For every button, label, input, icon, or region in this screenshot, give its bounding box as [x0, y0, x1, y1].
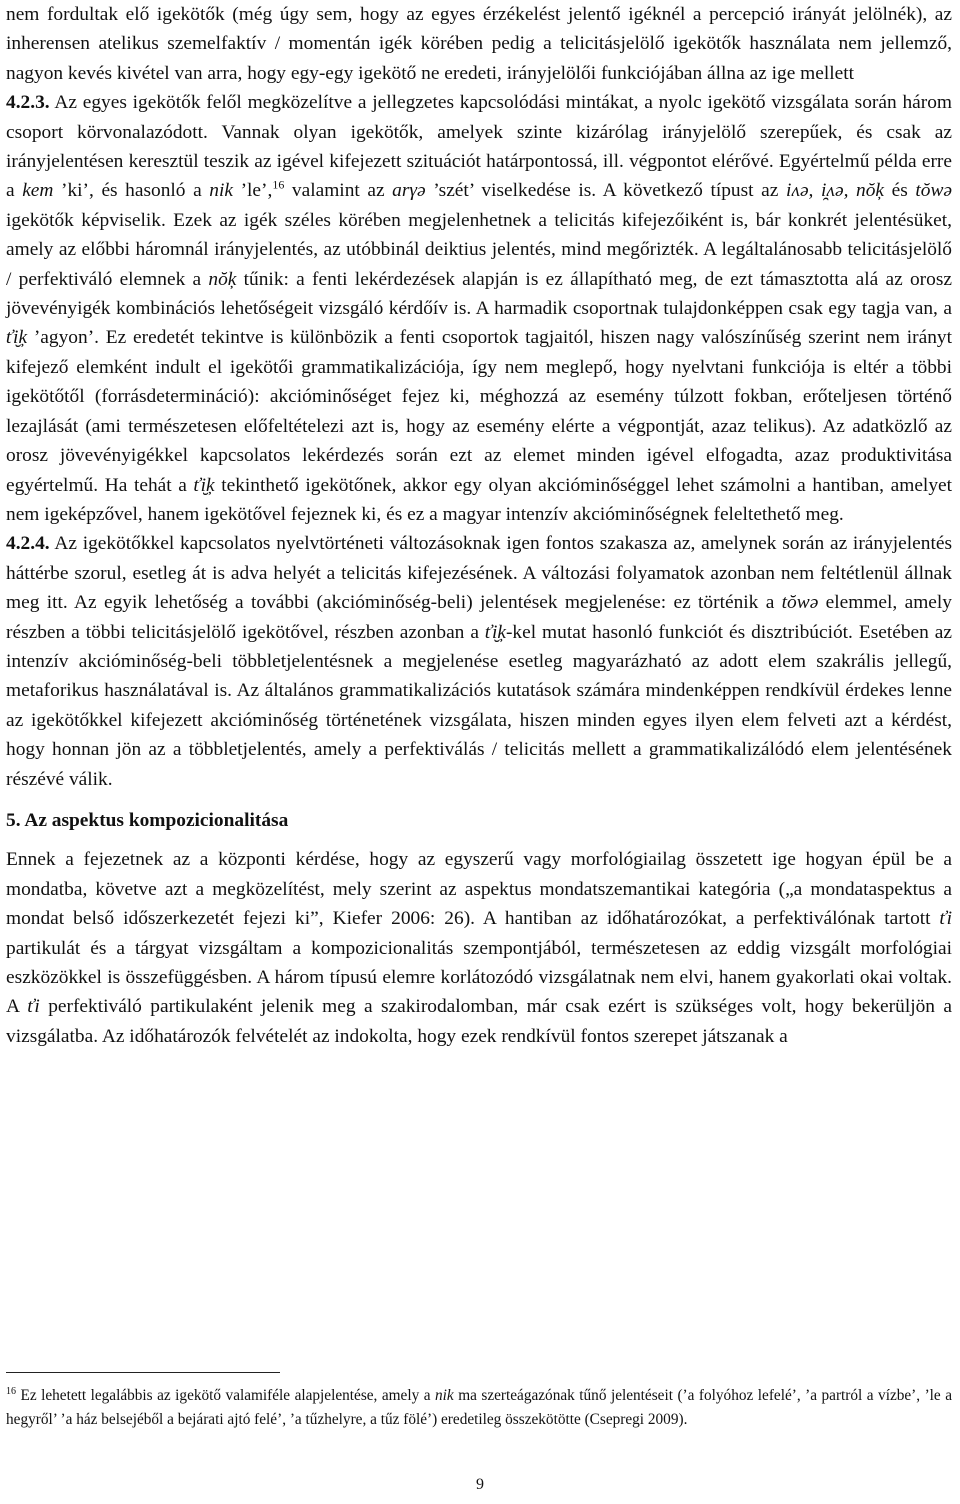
spacer	[6, 835, 952, 845]
hanti-word: kem	[22, 180, 54, 202]
hanti-word: iʌə, i̯ʌə, nŏķ	[785, 180, 885, 202]
paragraph-continuation: nem fordultak elő igekötők (még úgy sem, hogy az egyes érzékelést jelentő igéknél a percepció irányát jelölnék), az inherensen atelikus szemelfaktív / momentán igék körében pedig a telicitásjelölő igekötők használata nem jellemző, nagyon kevés kivétel van arra, hogy egy-egy igekötő ne eredeti, irányjelölői funkciójában állna az ige mellett	[6, 4, 952, 84]
hanti-word: tŏwə	[781, 592, 819, 614]
hanti-word: ťi̮ķ	[484, 621, 506, 643]
page-number: 9	[476, 1476, 484, 1493]
paragraph-4-2-3: 4.2.3. Az egyes igekötők felől megközelítve a jellegzetes kapcsolódási mintákat, a nyolc igekötő vizsgálata során három csoport körvonalazódott. Vannak olyan igekötők, amelyek szinte kizárólag irányjelölő szerepűek, és csak az irányjelentésen keresztül teszik az igével kifejezett szituációt határpontossá, ill. végpontot elérővé. Egyértelmű példa erre a kem ’ki’, és hasonló a nik ’le’,$^{16}$ valamint az arγə ’szét’ viselkedése is. A következő típust az iʌə, i̯ʌə, nŏķ és tŏwə igekötők képviselik. Ezek az igék széles körében megjelenhetnek a telicitás kifejezőiként is, bár konkrét jelentésüket, amely az előbbi háromnál irányjelentés, az utóbbinál deiktius jelentés, mind megőrizték. A legáltalánosabb telicitásjelölő / perfektiváló elemnek a nŏķ tűnik: a fenti lekérdezések alapján is ez állapítható meg, de ezt támasztotta alá az orosz jövevényigék kombinációs lehetőségeit vizsgáló kérdőív is. A harmadik csoportnak tulajdonképpen csak egy tagja van, a ťi̮ķ ’agyon’. Ez eredetét tekintve is különbözik a fenti csoportok tagjaitól, hiszen nagy valószínűség szerint nem irányt kifejező elemként indult el igekötői grammatikalizációja, így nem meglepő, hogy nyelvtani funkciója is eltér a többi igekötőtől (forrásdetermináció): akcióminőséget fejez ki, méghozzá az esemény túlzott fokban, erőteljesen történő lezajlását (ami természetesen előfeltételezi azt is, hogy az esemény elérte a végpontját, azaz telikus). Az adatközlő az orosz jövevényigékkel kapcsolatos lekérdezés során ezt az elemet minden igével elfogadta, azaz produktivitása egyértelmű. Ha tehát a ťi̮ķ tekinthető igekötőnek, akkor egy olyan akcióminőséggel lehet számolni a hantiban, amelyet nem igeképzővel, hanem igekötővel fejeznek ki, és ez a magyar intenzív akcióminőségnek feleltethető meg.	[6, 92, 953, 525]
hanti-word: ťi̮ķ	[193, 474, 215, 496]
footnote-number: 16	[6, 1385, 16, 1397]
hanti-word: nik	[435, 1387, 454, 1404]
section-number: 4.2.3.	[6, 92, 50, 114]
spacer	[6, 794, 952, 806]
hanti-word: tŏwə	[915, 180, 952, 202]
paragraph-4-2-4: 4.2.4. Az igekötőkkel kapcsolatos nyelvtörténeti változásoknak igen fontos szakasza az, amelynek során az irányjelentés háttérbe szorul, esetleg át is adva helyét a telicitás kifejezésének. A változási folyamatok azonban nem feltétlenül állnak meg itt. Az egyik lehetőség a további (akcióminőség-beli) jelentések megjelenése: ez történik a tŏwə elemmel, amely részben a többi telicitásjelölő igekötővel, részben azonban a ťi̮ķ-kel mutat hasonló funkciót és disztribúciót. Esetében az intenzív akcióminőség-beli többletjelentésnek a megjelenése esetleg magyarázható az adott elem szakrális jellegű, metaforikus használatával is. Az általános grammatikalizációs kutatások számára mindenképpen rendkívül érdekes lenne az igekötőkkel kifejezett akcióminőség történetének vizsgálata, hiszen minden egyes ilyen elem felveti azt a kérdést, hogy honnan jön az a többletjelentés, amely a perfektiválás / telicitás mellett a grammatikalizálódó elem jelentésének részévé válik.	[6, 533, 952, 790]
hanti-word: nik	[209, 180, 233, 202]
section-number: 4.2.4.	[6, 533, 50, 555]
footnote: $^{16}$ Ez lehetett legalábbis az igekötő valamiféle alapjelentése, amely a nik ma szerteágazónak tűnő jelentéseit (’a folyóhoz lefelé’, ’a partról a vízbe’, ’le a hegyről’ ’a ház belsejéből a bejárati ajtó felé’, ’a tűzhelyre, a tűz fölé’) eredetileg összekötötte (Csepregi 2009).	[6, 1385, 952, 1428]
footnote-separator	[6, 1372, 280, 1373]
hanti-word: ťi̮ķ	[6, 327, 28, 349]
footnote-reference[interactable]: 16	[272, 177, 285, 192]
section-heading: 5. Az aspektus kompozicionalitása	[6, 809, 289, 831]
paragraph-section-5: Ennek a fejezetnek az a központi kérdése, hogy az egyszerű vagy morfológiailag összetett ige hogyan épül be a mondatba, követve azt a megközelítést, mely szerint az aspektus mondatszemantikai kategória („a mondataspektus a mondat belső időszerkezetét fejezi ki”, Kiefer 2006: 26). A hantiban az időhatározókat, a perfektiválónak tartott ťi partikulát és a tárgyat vizsgáltam a kompozicionalitás szempontjából, természetesen az eddig vizsgált morfológiai eszközökkel is összefüggésben. A három típusú elemre korlátozódó vizsgálatnak nem elvi, hanem gyakorlati okai voltak. A ťi perfektiváló partikulaként jelenik meg a szakirodalomban, már csak ezért is szükséges volt, hogy bekerüljön a vizsgálatba. Az időhatározók felvételét az indokolta, hogy ezek rendkívül fontos szerepet játszanak a	[6, 849, 952, 1047]
hanti-word: nŏķ	[208, 268, 237, 290]
body-text	[6, 0, 952, 1051]
hanti-word: ťi	[27, 996, 40, 1018]
hanti-word: arγə	[392, 180, 426, 202]
hanti-word: ťi	[939, 908, 952, 930]
